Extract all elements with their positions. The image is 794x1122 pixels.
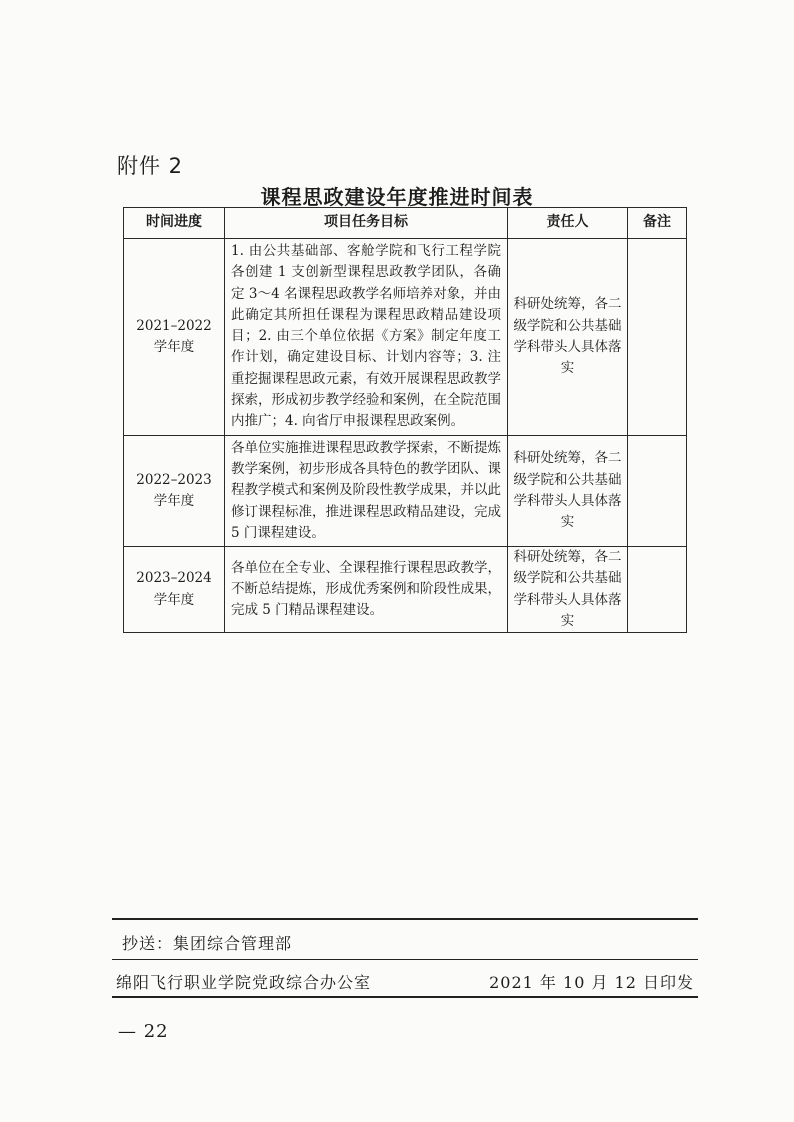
- header-owner: 责任人: [508, 208, 628, 239]
- schedule-table: [123, 207, 687, 633]
- page-number: — 22: [118, 1021, 169, 1042]
- owner-cell: 科研处统筹，各二级学院和公共基础学科带头人具体落实: [508, 435, 628, 546]
- task-cell: 各单位在全专业、全课程推行课程思政教学，不断总结提炼，形成优秀案例和阶段性成果，完成 5 门精品课程建设。: [225, 547, 508, 633]
- period-cell: [124, 547, 225, 633]
- issue-date: 2021 年 10 月 12 日印发: [489, 973, 694, 992]
- period-unit: 学年度: [153, 591, 195, 608]
- issuer: 绵阳飞行职业学院党政综合办公室: [116, 973, 372, 992]
- period-unit: 学年度: [153, 338, 195, 355]
- attachment-label: 附件 2: [117, 154, 184, 178]
- owner-cell: 科研处统筹，各二级学院和公共基础学科带头人具体落实: [508, 547, 628, 633]
- period-cell: [124, 239, 225, 436]
- task-cell: 1. 由公共基础部、客舱学院和飞行工程学院各创建 1 支创新型课程思政教学团队，各确定 3～4 名课程思政教学名师培养对象，并由此确定其所担任课程为课程思政精品建设项目；2. 由三个单位依据《方案》制定年度工作计划，确定建设目标、计划内容等；3. 注重挖掘课程思政元素，有效开展课程思政教学探索，形成初步教学经验和案例，在全院范围内推广；4. 向省厅申报课程思政案例。: [225, 239, 508, 436]
- footer-rule-middle: [112, 959, 698, 960]
- footer-rule-bottom: [112, 996, 698, 998]
- table-header-row: [124, 208, 687, 239]
- document-title: 课程思政建设年度推进时间表: [260, 185, 534, 209]
- task-cell: 各单位实施推进课程思政教学探索，不断提炼教学案例，初步形成各具特色的教学团队、课程教学模式和案例及阶段性教学成果，并以此修订课程标准，推进课程思政精品建设，完成 5 门课程建设。: [225, 435, 508, 546]
- footer-rule-top: [112, 918, 698, 920]
- header-note: 备注: [628, 208, 687, 239]
- note-cell: [628, 239, 687, 436]
- header-period: 时间进度: [124, 208, 225, 239]
- period-cell: [124, 435, 225, 546]
- period-years: 2021–2022: [136, 317, 212, 334]
- note-cell: [628, 435, 687, 546]
- cc-line: 抄送：集团综合管理部: [122, 934, 293, 953]
- period-years: 2023–2024: [136, 570, 212, 587]
- table-row: [124, 435, 687, 546]
- header-task: 项目任务目标: [225, 208, 508, 239]
- note-cell: [628, 547, 687, 633]
- period-unit: 学年度: [153, 492, 195, 509]
- table-row: [124, 547, 687, 633]
- owner-cell: 科研处统筹，各二级学院和公共基础学科带头人具体落实: [508, 239, 628, 436]
- table-row: [124, 239, 687, 436]
- period-years: 2022–2023: [136, 471, 212, 488]
